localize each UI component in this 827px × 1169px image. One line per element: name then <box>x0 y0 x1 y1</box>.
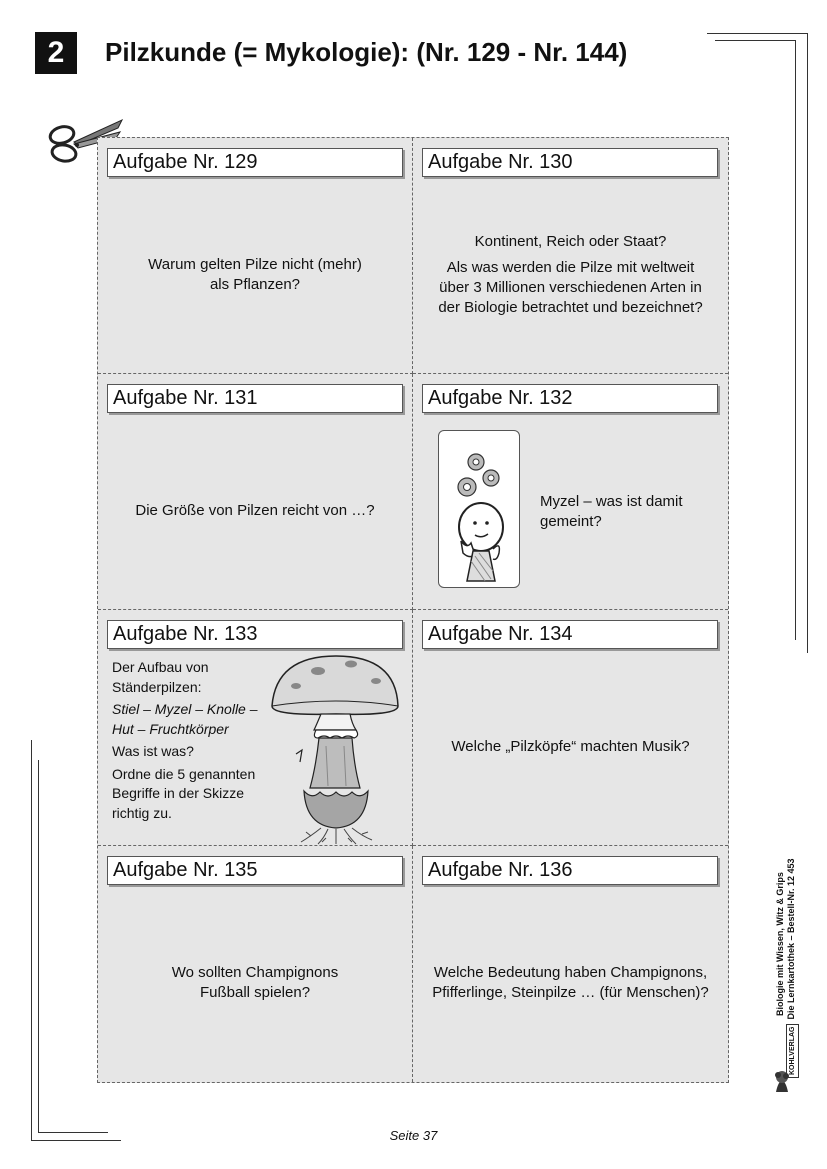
card-title: Aufgabe Nr. 134 <box>422 620 718 649</box>
frame-top-right-h1 <box>707 33 807 34</box>
card-question <box>112 658 272 826</box>
card-title: Aufgabe Nr. 132 <box>422 384 718 413</box>
frame-top-right-v2 <box>795 40 796 640</box>
card-title: Aufgabe Nr. 135 <box>107 856 403 885</box>
question-line: Warum gelten Pilze nicht (mehr) <box>148 255 362 273</box>
terms-list: Stiel – Myzel – Knolle – Hut – Fruchtkörper <box>112 701 258 737</box>
sidebar-line-2 <box>786 830 799 1090</box>
frame-bottom-left-v1 <box>31 740 32 1140</box>
card-question <box>108 892 402 1074</box>
card-question <box>108 420 402 601</box>
sidebar-line-1: Biologie mit Wissen, Witz & Grips <box>775 872 785 1016</box>
card-question <box>108 184 402 365</box>
card-131 <box>98 374 413 610</box>
question-text: Als was werden die Pilze mit weltweit über 3 Millionen verschiedenen Arten in der Biologie betrachtet und bezeichnet? <box>438 258 703 316</box>
question-intro: Der Aufbau von Ständerpilzen: <box>112 659 209 695</box>
card-136 <box>413 846 728 1082</box>
card-title: Aufgabe Nr. 129 <box>107 148 403 177</box>
page-title: Pilzkunde (= Mykologie): (Nr. 129 - Nr. 144) <box>105 37 628 67</box>
card-134 <box>413 610 728 846</box>
chapter-number-badge: 2 <box>35 32 77 74</box>
card-133 <box>98 610 413 846</box>
question-text: Myzel – was ist damit gemeint? <box>540 493 683 530</box>
question-line: Fußball spielen? <box>199 984 311 1001</box>
publisher-sidebar <box>775 830 805 1090</box>
card-title: Aufgabe Nr. 131 <box>107 384 403 413</box>
publisher-sidebar-text <box>775 830 805 1090</box>
question-text: Welche Bedeutung haben Champignons, Pfifferlinge, Steinpilze … (für Menschen)? <box>432 964 709 1001</box>
card-132 <box>413 374 728 610</box>
question-text: Welche „Pilzköpfe“ machten Musik? <box>451 737 690 755</box>
card-130 <box>413 138 728 374</box>
mushroom-diagram-icon <box>266 646 406 846</box>
card-129 <box>98 138 413 374</box>
card-question <box>423 656 718 837</box>
card-title: Aufgabe Nr. 136 <box>422 856 718 885</box>
thinking-person-icon <box>439 431 519 587</box>
question-text: Was ist was? <box>112 743 194 759</box>
thinking-person-frame <box>438 430 520 588</box>
question-intro: Kontinent, Reich oder Staat? <box>474 232 667 250</box>
frame-top-right-h2 <box>715 40 795 41</box>
page-number: Seite 37 <box>389 1128 438 1143</box>
card-135 <box>98 846 413 1082</box>
card-question <box>423 184 718 365</box>
question-line: als Pflanzen? <box>209 275 301 293</box>
card-title: Aufgabe Nr. 133 <box>107 620 403 649</box>
publisher-name: KOHLVERLAG <box>786 1024 799 1078</box>
card-grid <box>97 137 729 1083</box>
task-text: Ordne die 5 genannten Begriffe in der Skizze richtig zu. <box>112 765 256 821</box>
frame-bottom-left-v2 <box>38 760 39 1132</box>
card-question <box>423 892 718 1074</box>
question-line: Wo sollten Champignons <box>171 964 339 981</box>
frame-top-right-v1 <box>807 33 808 653</box>
sidebar-line-2-text: Die Lernkartothek – Bestell-Nr. 12 453 <box>786 858 796 1020</box>
question-text: Die Größe von Pilzen reicht von …? <box>135 501 375 519</box>
publisher-logo-icon <box>772 1068 792 1094</box>
card-title: Aufgabe Nr. 130 <box>422 148 718 177</box>
